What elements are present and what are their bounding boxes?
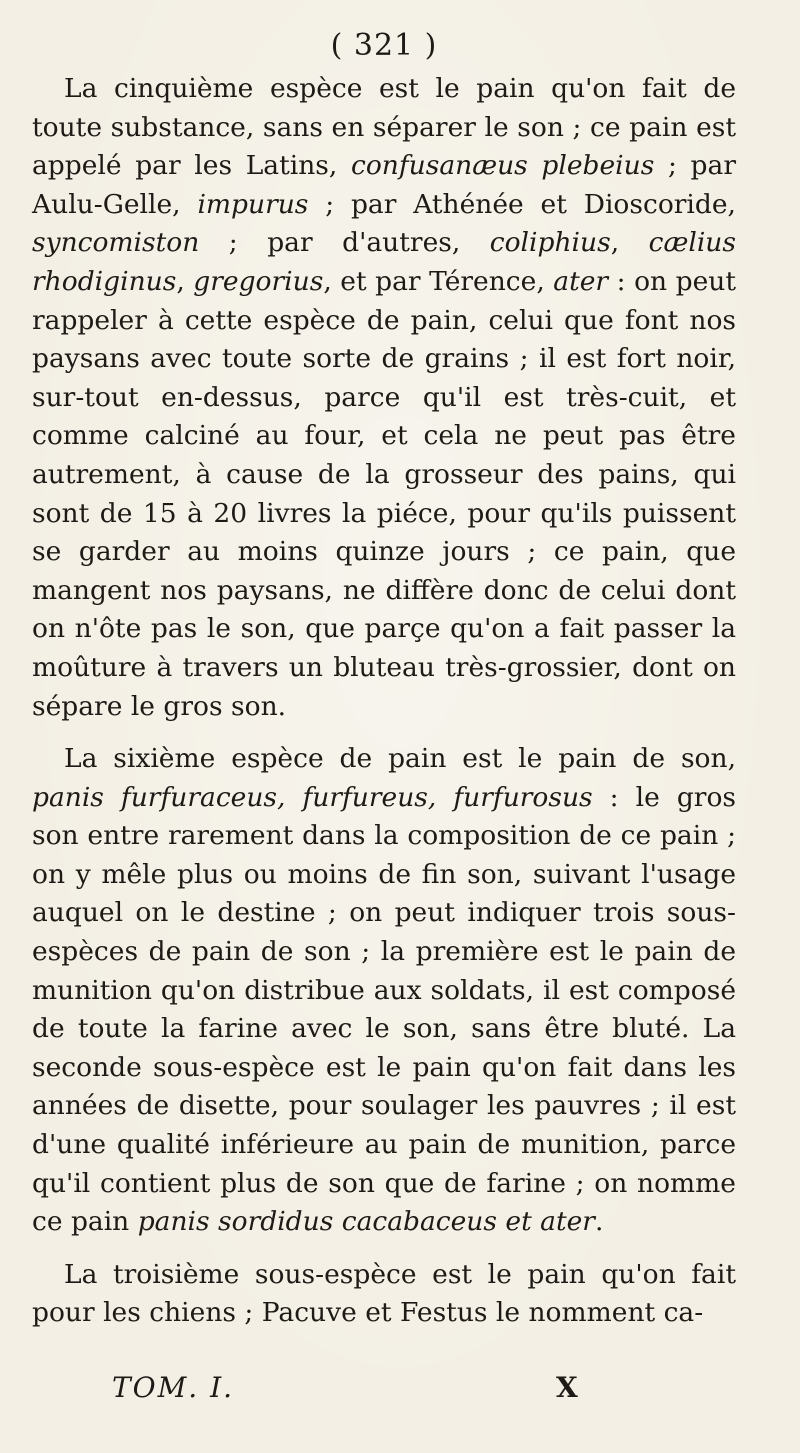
italic-term: ater bbox=[553, 265, 609, 297]
text-run: , et par Térence, bbox=[323, 265, 554, 297]
italic-term: panis sordidus cacabaceus et ater bbox=[137, 1206, 595, 1238]
text-run: ; par Athénée et Dioscoride, bbox=[308, 188, 736, 220]
volume-label: TOM. I. bbox=[112, 1371, 235, 1404]
text-run: La cinquième espèce est le pain qu'on fait de toute substance, sans en séparer le son ; ce pain est appelé par les Latins, bbox=[32, 73, 736, 182]
paragraph bbox=[32, 740, 736, 1242]
text-run: . bbox=[594, 1206, 604, 1238]
italic-term: coliphius bbox=[489, 227, 611, 259]
text-run: : on peut rappeler à cette espèce de pain, celui que font nos paysans avec toute sorte de grains ; il est fort noir, sur-tout en-dessus, parce qu'il est très-cuit, et comme calciné au four, et cela ne peut pas être autrement, à cause de la grosseur des pains, qui sont de 15 à 20 livres la piéce, pour qu'ils puissent se garder au moins quinze jours ; ce pain, que mangent nos paysans, ne diffère donc de celui dont on n'ôte pas le son, que parçe qu'on a fait passer la moûture à travers un bluteau très-grossier, dont on sépare le gros son. bbox=[32, 265, 736, 722]
text-run: La troisième sous-espèce est le pain qu'on fait pour les chiens ; Pacuve et Festus le nomment ca- bbox=[32, 1258, 736, 1329]
signature-mark: X bbox=[556, 1371, 579, 1404]
text-run: ; par Aulu-Gelle, bbox=[32, 150, 736, 220]
italic-term: confusanæus plebeius bbox=[350, 150, 655, 182]
body-text bbox=[32, 70, 736, 1333]
italic-term: panis furfuraceus, furfureus, furfurosus bbox=[32, 781, 593, 813]
text-run: La sixième espèce de pain est le pain de son, bbox=[64, 743, 736, 775]
text-run: ; par d'autres, bbox=[199, 227, 490, 259]
paragraph bbox=[32, 70, 736, 726]
italic-term: cælius rhodiginus bbox=[32, 227, 736, 297]
page-footer bbox=[0, 1368, 800, 1412]
text-run: , bbox=[610, 227, 649, 259]
italic-term: gregorius bbox=[193, 265, 324, 297]
page-number: ( 321 ) bbox=[330, 28, 438, 63]
italic-term: impurus bbox=[197, 188, 309, 220]
text-run: , bbox=[176, 265, 194, 297]
italic-term: syncomiston bbox=[32, 227, 200, 259]
paragraph bbox=[32, 1256, 736, 1333]
text-run: : le gros son entre rarement dans la composition de ce pain ; on y mêle plus ou moins de fin son, suivant l'usage auquel on le destine ; on peut indiquer trois sous-espèces de pain de son ; la première est le pain de munition qu'on distribue aux soldats, il est composé de toute la farine avec le son, sans être bluté. La seconde sous-espèce est le pain qu'on fait dans les années de disette, pour soulager les pauvres ; il est d'une qualité inférieure au pain de munition, parce qu'il contient plus de son que de farine ; on nomme ce pain bbox=[32, 781, 737, 1238]
